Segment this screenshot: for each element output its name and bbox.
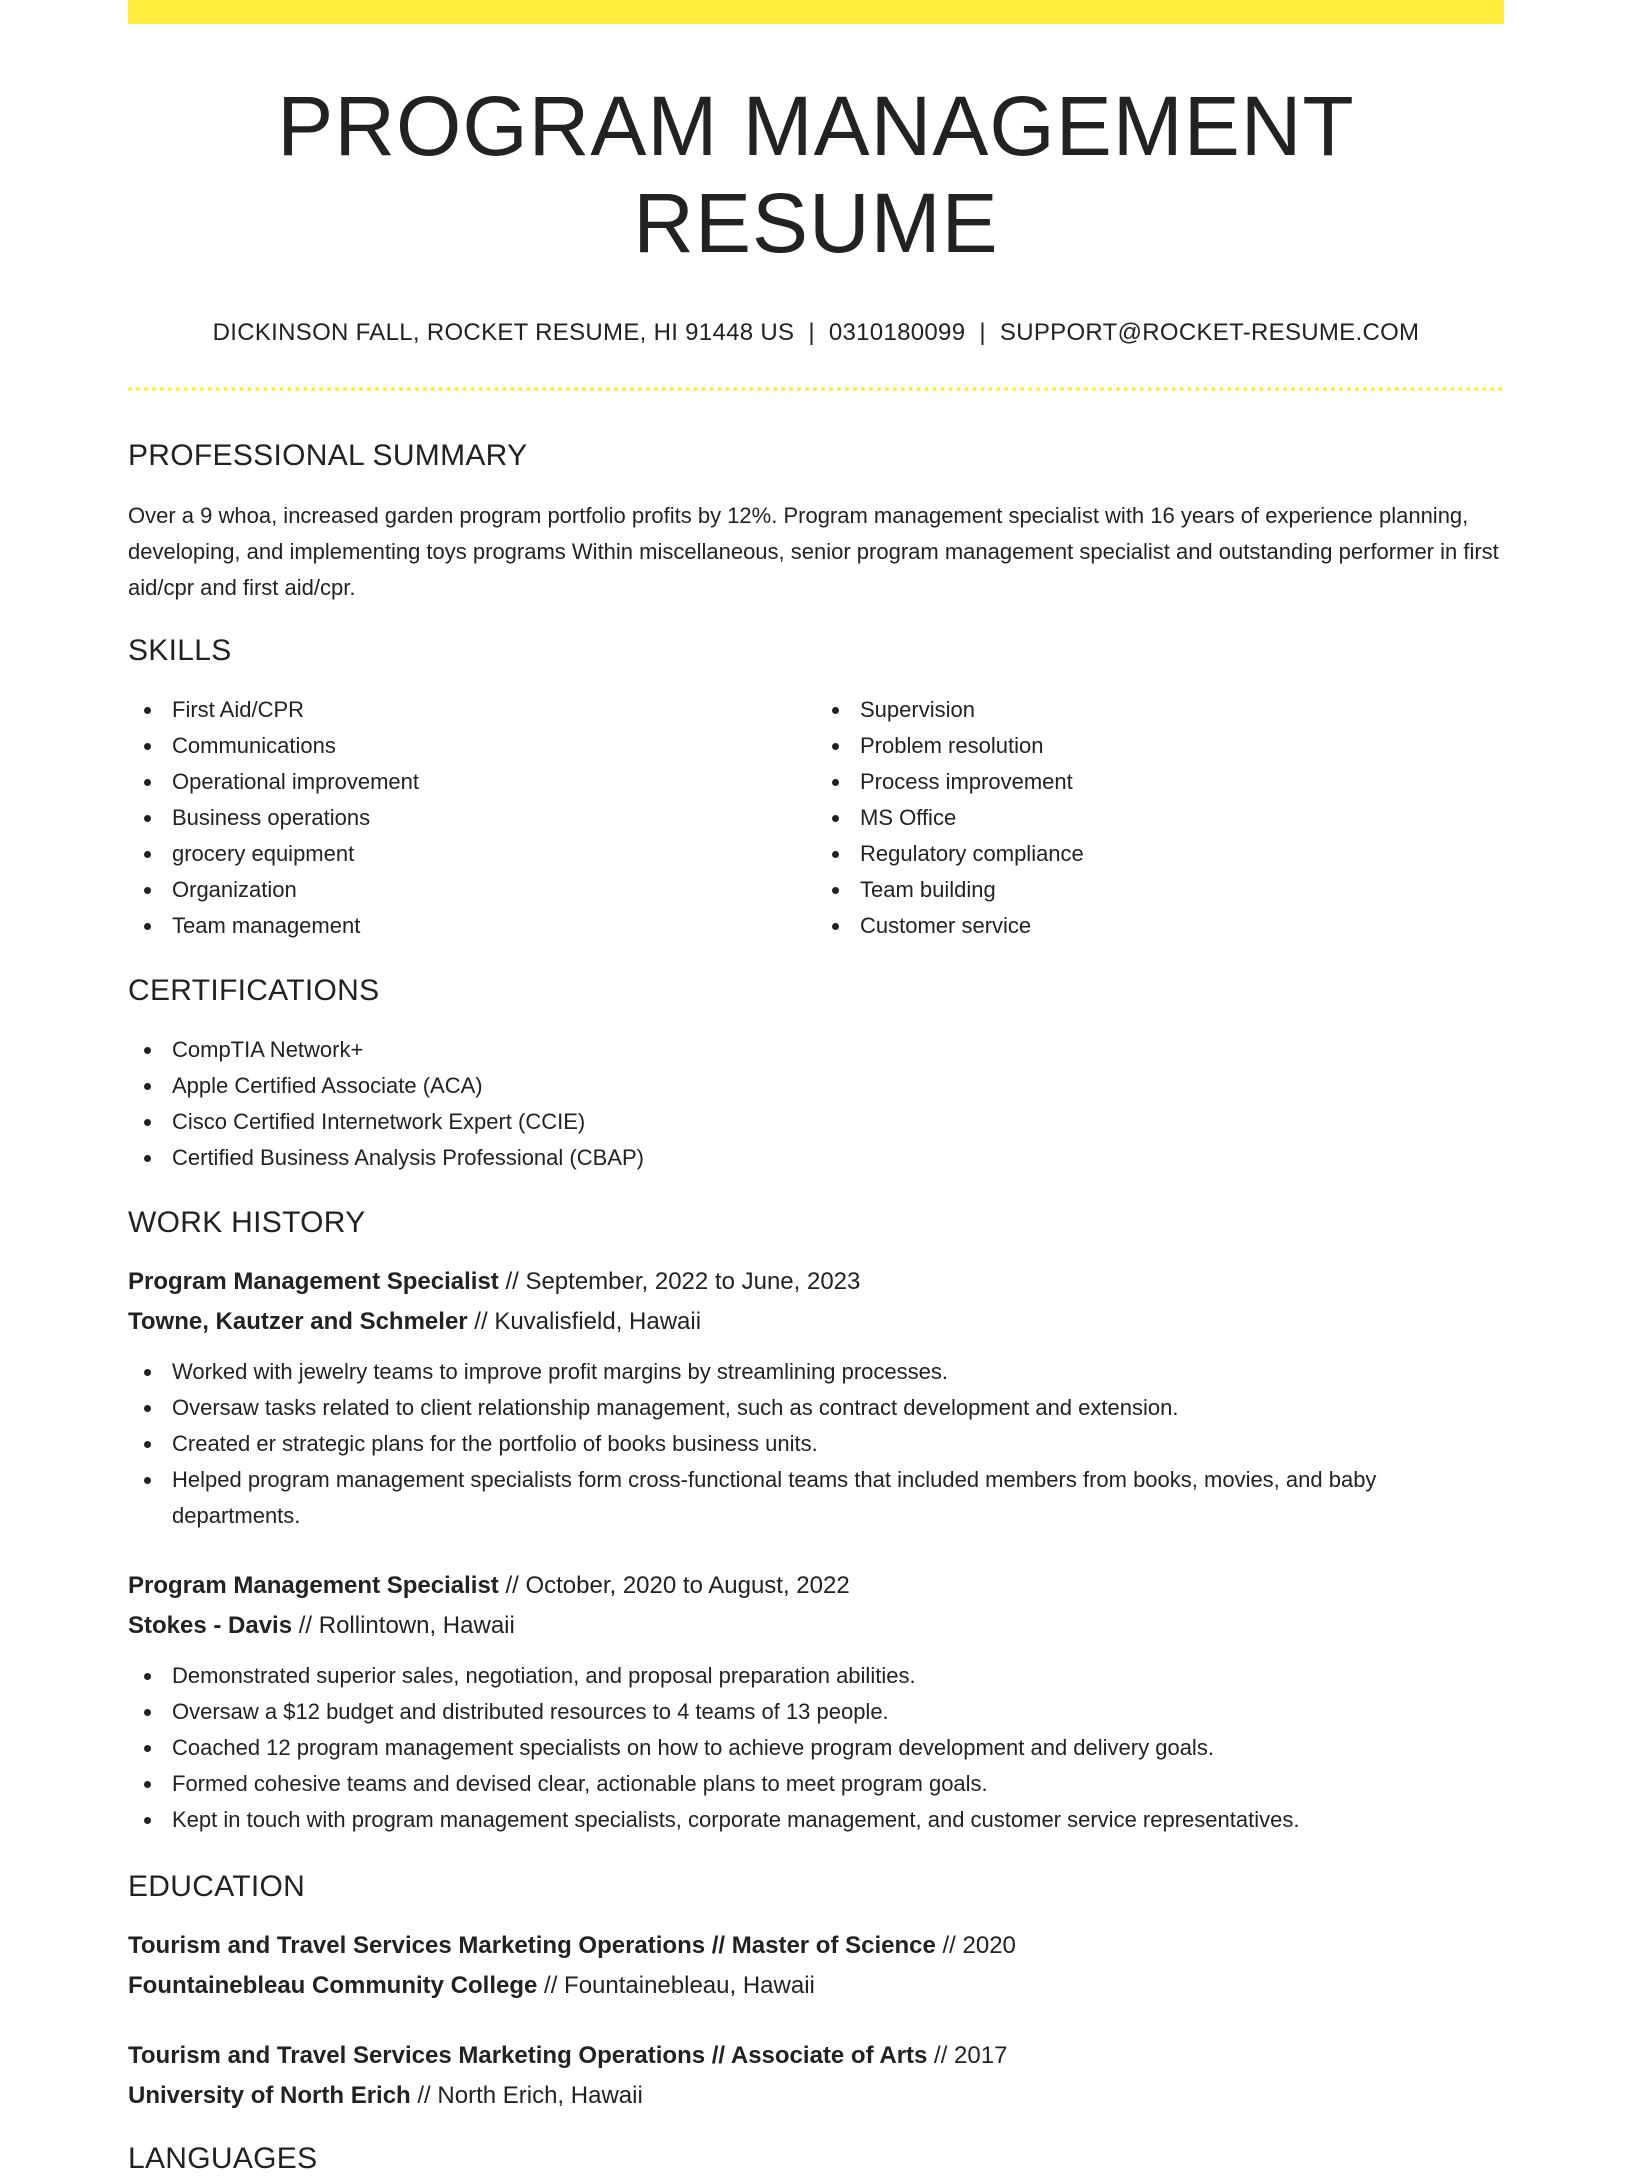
job-role: Program Management Specialist [128, 1572, 499, 1600]
job-bullets [128, 1354, 1504, 1534]
education-degree: Tourism and Travel Services Marketing Operations // Associate of Arts [128, 2042, 928, 2070]
job-role-line [128, 1262, 1504, 1302]
education-heading: EDUCATION [128, 1870, 306, 1904]
list-item: Apple Certified Associate (ACA) [172, 1068, 1504, 1104]
skills-columns [128, 692, 1504, 944]
job-bullets [128, 1658, 1504, 1838]
list-item: Team building [860, 872, 1504, 908]
list-item: Helped program management specialists form cross-functional teams that included members from books, movies, and baby departments. [172, 1462, 1504, 1534]
list-item: Problem resolution [860, 728, 1504, 764]
languages-heading: LANGUAGES [128, 2142, 318, 2176]
skills-heading: SKILLS [128, 634, 232, 668]
list-item: Demonstrated superior sales, negotiation, and proposal preparation abilities. [172, 1658, 1504, 1694]
list-item: Customer service [860, 908, 1504, 944]
list-item: Coached 12 program management specialists on how to achieve program development and delivery goals. [172, 1730, 1504, 1766]
contact-separator: | [808, 319, 815, 347]
job-role-line [128, 1566, 1504, 1606]
resume-page [128, 0, 1504, 2176]
list-item: Process improvement [860, 764, 1504, 800]
list-item: Cisco Certified Internetwork Expert (CCIE) [172, 1104, 1504, 1140]
contact-address: DICKINSON FALL, ROCKET RESUME, HI 91448 US [212, 319, 795, 347]
education-location: // North Erich, Hawaii [410, 2082, 643, 2110]
dotted-divider [128, 387, 1504, 391]
list-item: Formed cohesive teams and devised clear, actionable plans to meet program goals. [172, 1766, 1504, 1802]
list-item: MS Office [860, 800, 1504, 836]
education-degree-line [128, 2036, 1504, 2076]
education-year: // 2017 [927, 2042, 1008, 2070]
education-school-line [128, 1966, 1504, 2006]
education-year: // 2020 [935, 1932, 1016, 1960]
resume-title: PROGRAM MANAGEMENT RESUME [277, 79, 1355, 270]
job-company: Towne, Kautzer and Schmeler [128, 1308, 468, 1336]
education-entry [128, 2036, 1504, 2116]
job-company-line [128, 1606, 1504, 1646]
education-entry [128, 1926, 1504, 2006]
certifications-list [128, 1032, 1504, 1176]
list-item: Worked with jewelry teams to improve profit margins by streamlining processes. [172, 1354, 1504, 1390]
list-item: Oversaw a $12 budget and distributed resources to 4 teams of 13 people. [172, 1694, 1504, 1730]
list-item: Organization [172, 872, 816, 908]
list-item: First Aid/CPR [172, 692, 816, 728]
skills-list-right [816, 692, 1504, 944]
summary-heading: PROFESSIONAL SUMMARY [128, 439, 528, 473]
education-school: Fountainebleau Community College [128, 1972, 538, 2000]
job-entry [128, 1262, 1504, 1534]
job-role: Program Management Specialist [128, 1268, 499, 1296]
job-entry [128, 1566, 1504, 1838]
job-location: // Kuvalisfield, Hawaii [467, 1308, 702, 1336]
list-item: Regulatory compliance [860, 836, 1504, 872]
list-item: Kept in touch with program management specialists, corporate management, and customer service representatives. [172, 1802, 1504, 1838]
certifications-heading: CERTIFICATIONS [128, 974, 380, 1008]
education-school: University of North Erich [128, 2082, 411, 2110]
top-accent-bar [128, 0, 1504, 24]
contact-separator: | [979, 319, 986, 347]
job-location: // Rollintown, Hawaii [292, 1612, 515, 1640]
list-item: grocery equipment [172, 836, 816, 872]
contact-line [128, 319, 1504, 347]
list-item: Certified Business Analysis Professional (CBAP) [172, 1140, 1504, 1176]
education-degree: Tourism and Travel Services Marketing Operations // Master of Science [128, 1932, 936, 1960]
job-dates: // October, 2020 to August, 2022 [498, 1572, 850, 1600]
list-item: Oversaw tasks related to client relationship management, such as contract development and extension. [172, 1390, 1504, 1426]
list-item: Communications [172, 728, 816, 764]
list-item: CompTIA Network+ [172, 1032, 1504, 1068]
education-degree-line [128, 1926, 1504, 1966]
work-history-heading: WORK HISTORY [128, 1206, 366, 1240]
job-dates: // September, 2022 to June, 2023 [498, 1268, 861, 1296]
skills-list-left [128, 692, 816, 944]
list-item: Operational improvement [172, 764, 816, 800]
list-item: Supervision [860, 692, 1504, 728]
list-item: Team management [172, 908, 816, 944]
list-item: Created er strategic plans for the portfolio of books business units. [172, 1426, 1504, 1462]
job-company: Stokes - Davis [128, 1612, 293, 1640]
education-school-line [128, 2076, 1504, 2116]
job-company-line [128, 1302, 1504, 1342]
education-location: // Fountainebleau, Hawaii [537, 1972, 815, 2000]
list-item: Business operations [172, 800, 816, 836]
summary-text: Over a 9 whoa, increased garden program portfolio profits by 12%. Program management specialist with 16 years of experience planning, developing, and implementing toys programs Within miscellaneous, senior program management specialist and outstanding performer in first aid/cpr and first aid/cpr. [128, 503, 1499, 601]
contact-email[interactable]: SUPPORT@ROCKET-RESUME.COM [999, 319, 1420, 347]
contact-phone: 0310180099 [828, 319, 966, 347]
